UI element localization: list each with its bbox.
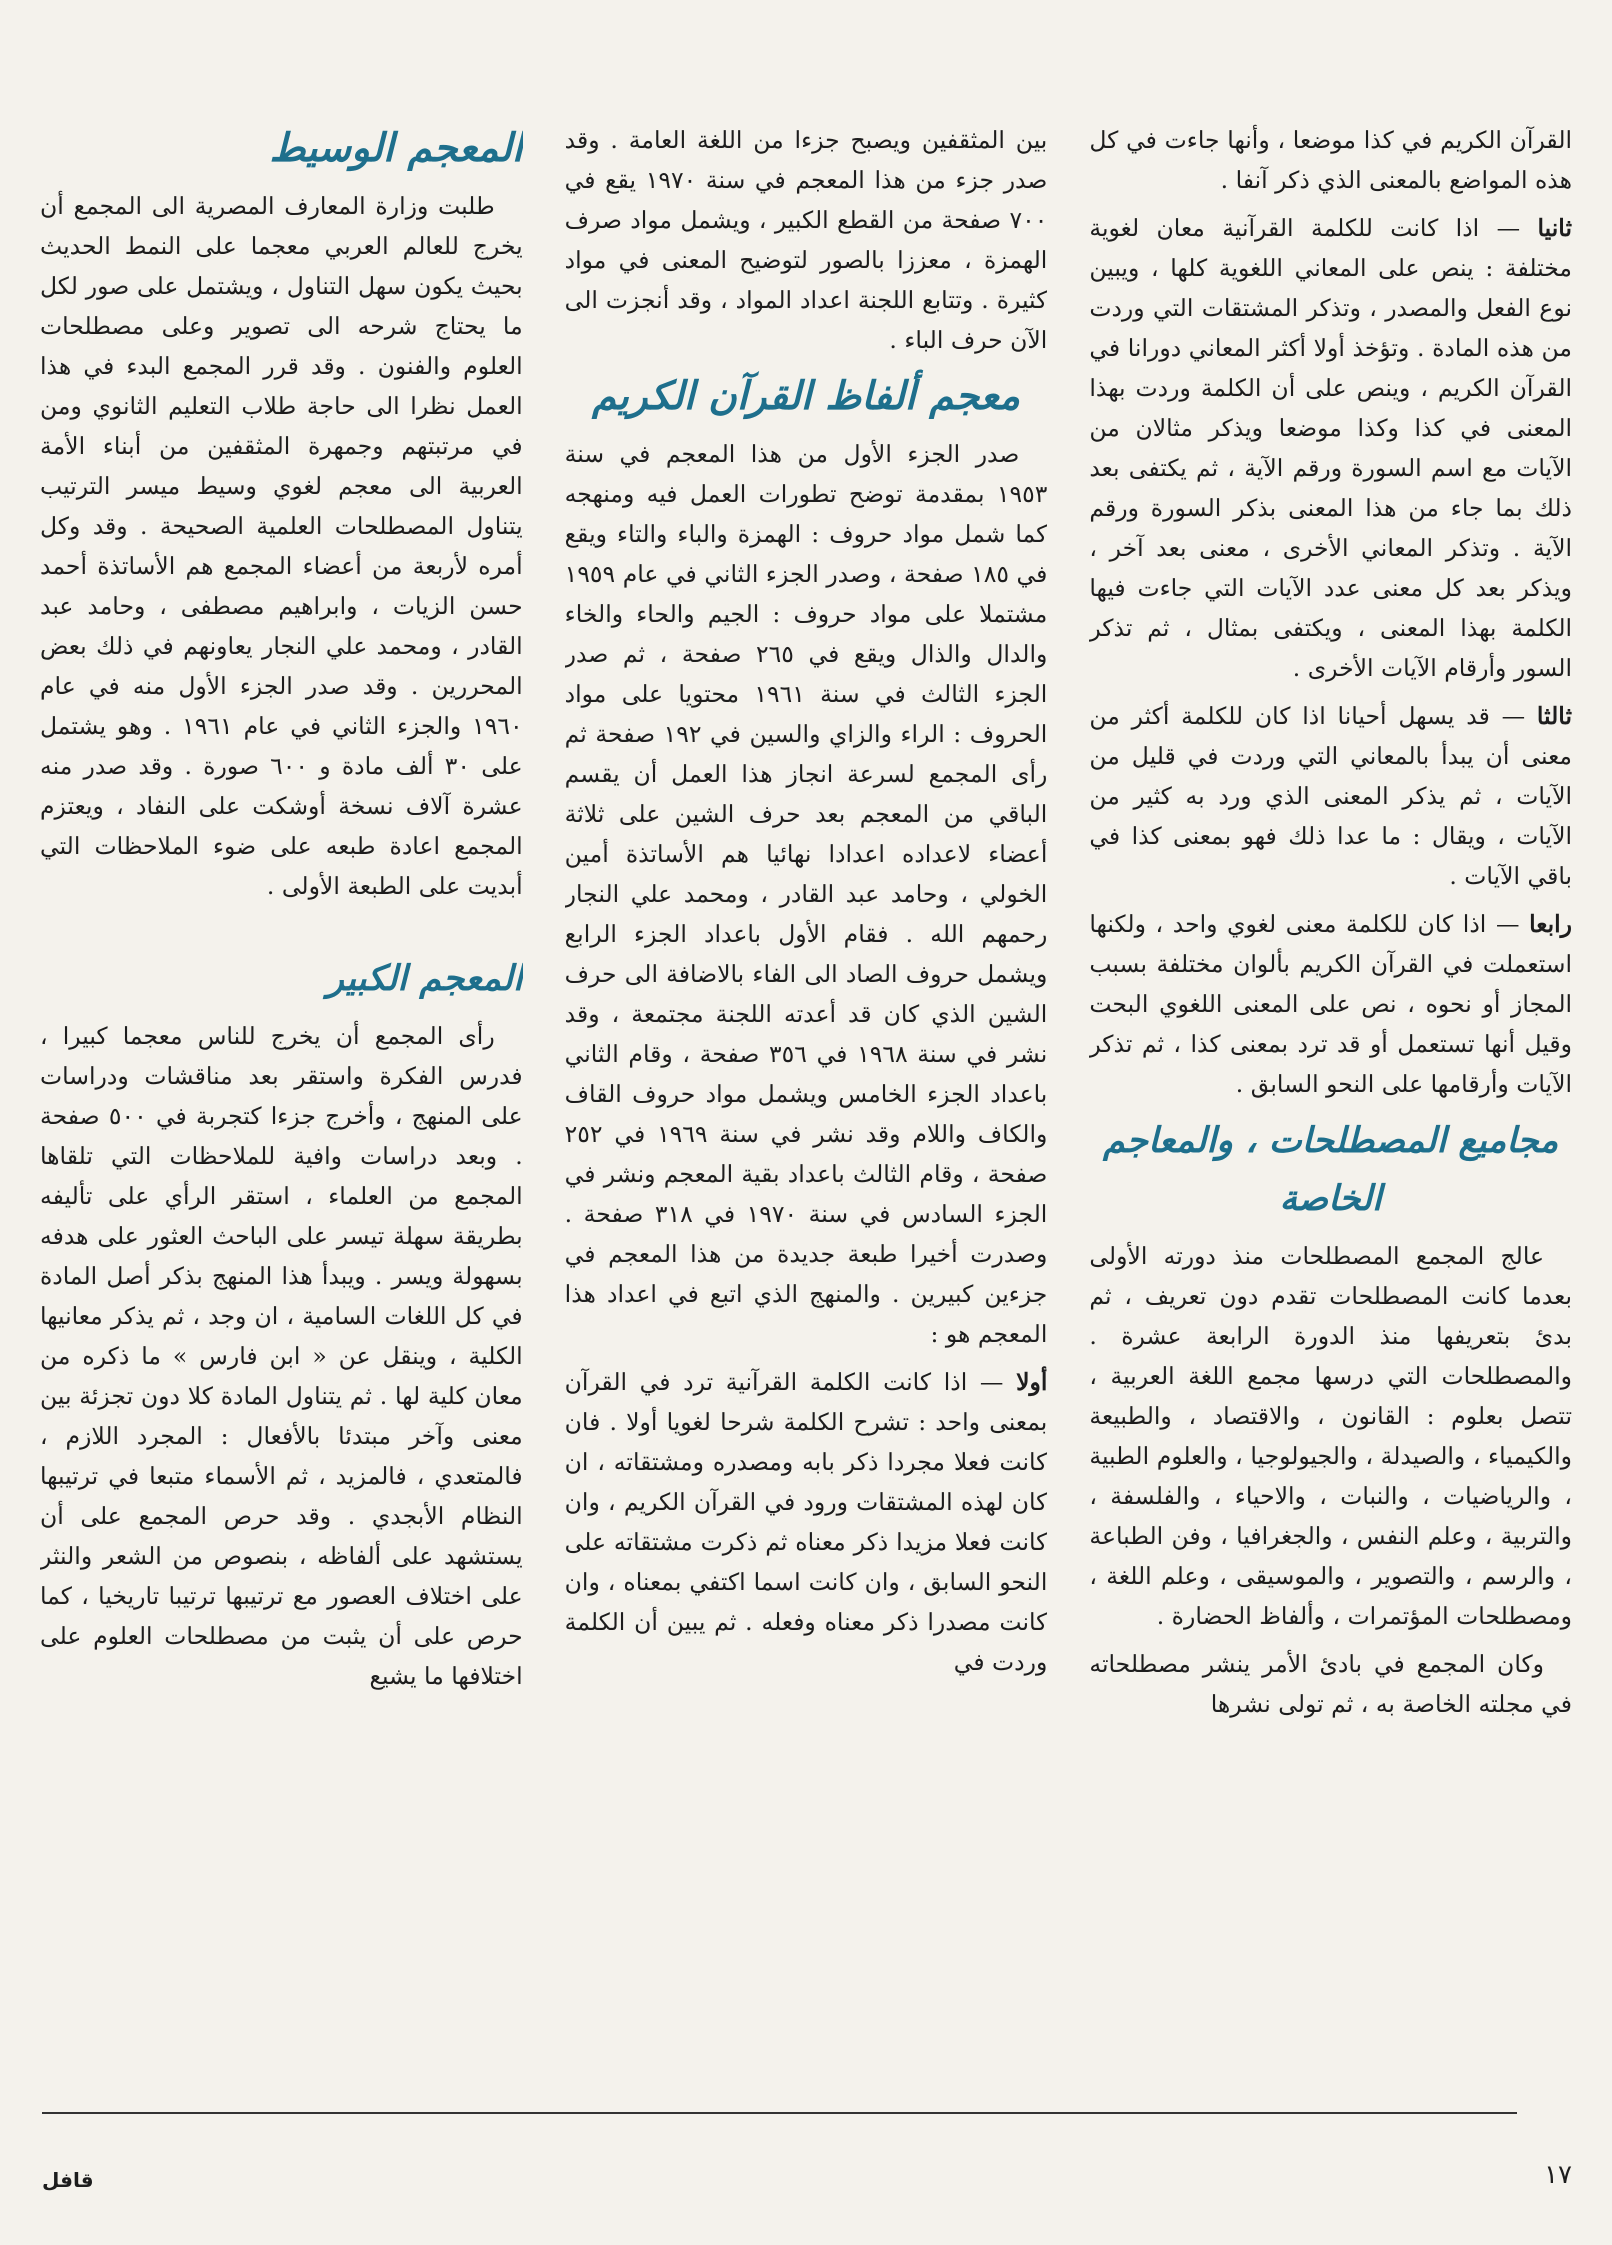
section-heading-wasit: المعجم الوسيط <box>269 126 523 171</box>
column-left <box>1089 120 1572 1915</box>
column-middle <box>565 120 1048 1915</box>
paragraph-text: — اذا كان للكلمة معنى لغوي واحد ، ولكنها استعملت في القرآن الكريم بألوان مختلفة بسبب المجاز أو نحوه ، نص على المعنى اللغوي البحت وقيل أنها تستعمل أو قد ترد بمعنى كذا ، ثم تذكر الآيات وأرقامها على النحو السابق . <box>1089 910 1573 1098</box>
section-heading-quran-lexicon: معجم ألفاظ القرآن الكريم <box>592 374 1020 419</box>
footer-rule <box>42 2112 1517 2114</box>
paragraph: طلبت وزارة المعارف المصرية الى المجمع أن يخرج للعالم العربي معجما على النمط الحديث بحيث يكون سهل التناول ، ويشتمل على صور لكل ما يحتاج شرحه الى تصوير وعلى مصطلحات العلوم والفنون . وقد قرر المجمع البدء في هذا العمل نظرا الى حاجة طلاب التعليم الثانوي ومن في مرتبتهم وجمهرة المثقفين من أبناء الأمة العربية الى معجم لغوي وسيط ميسر الترتيب يتناول المصطلحات العلمية الصحيحة . وقد وكل أمره لأربعة من أعضاء المجمع هم الأساتذة أحمد حسن الزيات ، وابراهيم مصطفى ، وحامد عبد القادر ، ومحمد علي النجار يعاونهم في ذلك بعض المحررين . وقد صدر الجزء الأول منه في عام ١٩٦٠ والجزء الثاني في عام ١٩٦١ . وهو يشتمل على ٣٠ ألف مادة و ٦٠٠ صورة . وقد صدر منه عشرة آلاف نسخة أوشكت على النفاد ، ويعتزم المجمع اعادة طبعه على ضوء الملاحظات التي أبديت على الطبعة الأولى . <box>40 192 523 900</box>
paragraph-text: — اذا كانت الكلمة القرآنية ترد في القرآن بمعنى واحد : تشرح الكلمة شرحا لغويا أولا . فان كانت فعلا مجردا ذكر بابه ومصدره ومشتقاته ، ان كان لهذه المشتقات ورود في القرآن الكريم ، وان كانت فعلا مزيدا ذكر معناه ثم ذكرت مشتقاته على النحو السابق ، وان كانت اسما اكتفي بمعناه ، وان كانت مصدرا ذكر معناه وفعله . ثم يبين أن الكلمة وردت في <box>564 1368 1048 1676</box>
section-heading-terminology: مجاميع المصطلحات ، والمعاجم الخاصة <box>1103 1121 1559 1219</box>
article-columns <box>40 120 1572 1915</box>
paragraph-text: — قد يسهل أحيانا اذا كان للكلمة أكثر من معنى أن يبدأ بالمعاني التي وردت في قليل من الآيات ، ثم يذكر المعنى الذي ورد به كثير من الآيات ، ويقال : ما عدا ذلك فهو بمعنى كذا في باقي الآيات . <box>1089 702 1573 890</box>
paragraph-text: — اذا كانت للكلمة القرآنية معان لغوية مختلفة : ينص على المعاني اللغوية كلها ، ويبين نوع الفعل والمصدر ، وتذكر المشتقات التي وردت من هذه المادة . وتؤخذ أولا أكثر المعاني دورانا في القرآن الكريم ، وينص على أن الكلمة وردت بهذا المعنى في كذا وكذا موضعا ويذكر مثالان من الآيات مع اسم السورة ورقم الآية ، ثم يكتفى بعد ذلك بما جاء من هذا المعنى بذكر السورة ورقم الآية . وتذكر المعاني الأخرى ، معنى بعد آخر ، ويذكر بعد كل معنى عدد الآيات التي جاءت فيها الكلمة بهذا المعنى ، ويكتفى بمثال ، ثم تذكر السور وأرقام الآيات الأخرى . <box>1089 214 1573 682</box>
enumeration-label: ثالثا <box>1536 702 1573 730</box>
paragraph: القرآن الكريم في كذا موضعا ، وأنها جاءت في كل هذه المواضع بالمعنى الذي ذكر آنفا . <box>1089 126 1573 194</box>
page-number: ١٧ <box>1544 2160 1572 2190</box>
enumeration-label: أولا <box>1016 1368 1048 1396</box>
footer-tag: قافل <box>42 2168 94 2192</box>
column-right <box>40 120 523 1915</box>
paragraph: صدر الجزء الأول من هذا المعجم في سنة ١٩٥٣ بمقدمة توضح تطورات العمل فيه ومنهجه كما شمل مواد حروف : الهمزة والباء والتاء ويقع في ١٨٥ صفحة ، وصدر الجزء الثاني في عام ١٩٥٩ مشتملا على مواد حروف : الجيم والحاء والخاء والدال والذال ويقع في ٢٦٥ صفحة ، ثم صدر الجزء الثالث في سنة ١٩٦١ محتويا على مواد الحروف : الراء والزاي والسين في ١٩٢ صفحة ثم رأى المجمع لسرعة انجاز هذا العمل أن يقسم الباقي من المعجم بعد حرف الشين على ثلاثة أعضاء لاعداده اعدادا نهائيا هم الأساتذة أمين الخولي ، وحامد عبد القادر ، ومحمد علي النجار رحمهم الله . فقام الأول باعداد الجزء الرابع ويشمل حروف الصاد الى الفاء بالاضافة الى حرف الشين الذي كان قد أعدته اللجنة مجتمعة ، وقد نشر في سنة ١٩٦٨ في ٣٥٦ صفحة ، وقام الثاني باعداد الجزء الخامس ويشمل مواد حروف القاف والكاف واللام وقد نشر في سنة ١٩٦٩ في ٢٥٢ صفحة ، وقام الثالث باعداد بقية المعجم ونشر في الجزء السادس في سنة ١٩٧٠ في ٣١٨ صفحة . وصدرت أخيرا طبعة جديدة من هذا المعجم في جزءين كبيرين . والمنهج الذي اتبع في اعداد هذا المعجم هو : <box>564 440 1048 1348</box>
paragraph: عالج المجمع المصطلحات منذ دورته الأولى بعدما كانت المصطلحات تقدم دون تعريف ، ثم بدئ بتعريفها منذ الدورة الرابعة عشرة . والمصطلحات التي درسها مجمع اللغة العربية ، تتصل بعلوم : القانون ، والاقتصاد ، والطبيعة والكيمياء ، والصيدلة ، والجيولوجيا ، والعلوم الطبية ، والرياضيات ، والنبات ، والاحياء ، والفلسفة ، والتربية ، وعلم النفس ، والجغرافيا ، وفن الطباعة ، والرسم ، والتصوير ، والموسيقى ، وعلم اللغة ، ومصطلحات المؤتمرات ، وألفاظ الحضارة . <box>1089 1242 1573 1630</box>
paragraph: وكان المجمع في بادئ الأمر ينشر مصطلحاته في مجلته الخاصة به ، ثم تولى نشرها <box>1089 1650 1573 1718</box>
paragraph: رأى المجمع أن يخرج للناس معجما كبيرا ، فدرس الفكرة واستقر بعد مناقشات ودراسات على المنهج ، وأخرج جزءا كتجربة في ٥٠٠ صفحة . وبعد دراسات وافية للملاحظات التي تلقاها المجمع من العلماء ، استقر الرأي على تأليفه بطريقة سهلة تيسر على الباحث العثور على هدفه بسهولة ويسر . ويبدأ هذا المنهج بذكر أصل المادة في كل اللغات السامية ، ان وجد ، ثم يذكر معانيها الكلية ، وينقل عن « ابن فارس » ما ذكره من معان كلية لها . ثم يتناول المادة كلا دون تجزئة بين معنى وآخر مبتدئا بالأفعال : المجرد اللازم ، فالمتعدي ، فالمزيد ، ثم الأسماء متبعا في ترتيبها النظام الأبجدي . وقد حرص المجمع على أن يستشهد على ألفاظه ، بنصوص من الشعر والنثر على اختلاف العصور مع ترتيبها ترتيبا تاريخيا ، كما حرص على أن يثبت من مصطلحات العلوم على اختلافها ما يشيع <box>40 1022 523 1690</box>
paragraph <box>565 1362 1048 1682</box>
paragraph <box>1089 208 1572 688</box>
enumeration-label: رابعا <box>1529 910 1573 938</box>
paragraph: بين المثقفين ويصبح جزءا من اللغة العامة . وقد صدر جزء من هذا المعجم في سنة ١٩٧٠ يقع في ٧٠٠ صفحة من القطع الكبير ، ويشمل مواد صرف الهمزة ، معززا بالصور لتوضيح المعنى في مواد كثيرة . وتتابع اللجنة اعداد المواد ، وقد أنجزت الى الآن حرف الباء . <box>564 126 1048 354</box>
enumeration-label: ثانيا <box>1537 214 1573 242</box>
paragraph <box>1089 904 1572 1104</box>
paragraph <box>1089 696 1572 896</box>
section-heading-kabir: المعجم الكبير <box>326 959 523 999</box>
